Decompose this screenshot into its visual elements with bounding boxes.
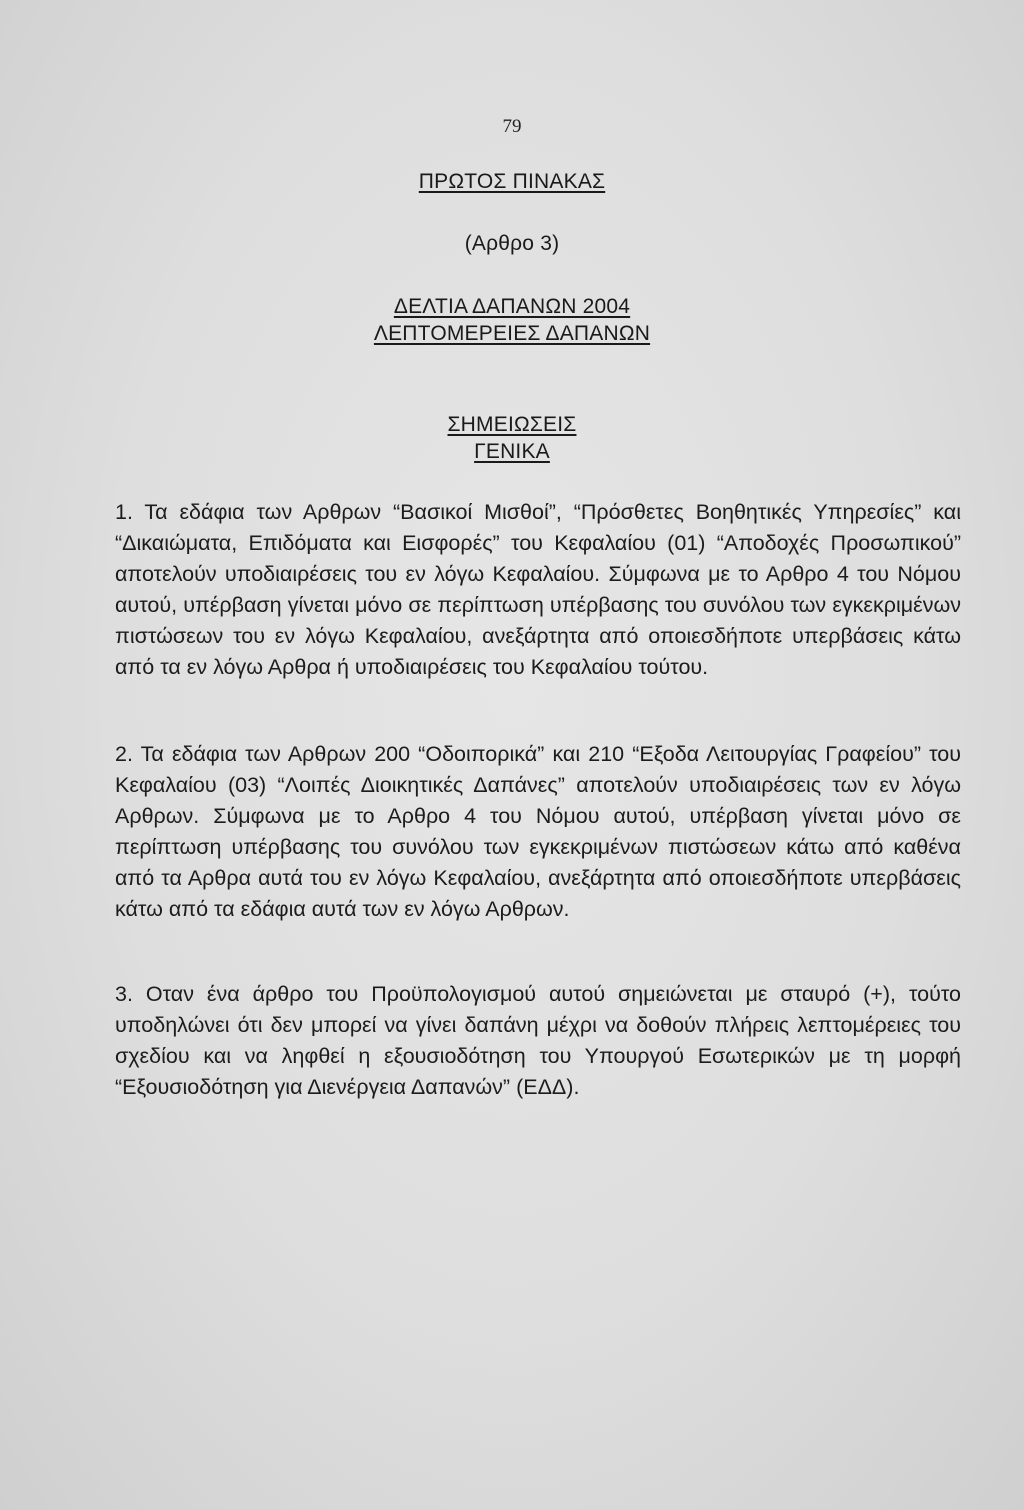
budget-title: [0, 295, 1024, 319]
notes-title: [0, 413, 1024, 437]
general-title: [0, 440, 1024, 464]
paragraph-2: 2. Τα εδάφια των Αρθρων 200 “Οδοιπορικά” και 210 “Εξοδα Λειτουργίας Γραφείου” του Κεφαλαίου (03) “Λοιπές Διοικητικές Δαπάνες” αποτελούν υποδιαιρέσεις των εν λόγω Αρθρων. Σύμφωνα με το Αρθρο 4 του Νόμου αυτού, υπέρβαση γίνεται μόνο σε περίπτωση υπέρβασης του συνόλου των εγκεκριμένων πιστώσεων κάτω από καθένα από τα Αρθρα αυτά του εν λόγω Κεφαλαίου, ανεξάρτητα από οποιεσδήποτε υπερβάσεις κάτω από τα εδάφια αυτά των εν λόγω Αρθρων.: [115, 742, 961, 921]
paragraph-1: 1. Τα εδάφια των Αρθρων “Βασικοί Μισθοί”, “Πρόσθετες Βοηθητικές Υπηρεσίες” και “Δικαιώματα, Επιδόματα και Εισφορές” του Κεφαλαίου (01) “Αποδοχές Προσωπικού” αποτελούν υποδιαιρέσεις του εν λόγω Κεφαλαίου. Σύμφωνα με το Αρθρο 4 του Νόμου αυτού, υπέρβαση γίνεται μόνο σε περίπτωση υπέρβασης του συνόλου των εγκεκριμένων πιστώσεων του εν λόγω Κεφαλαίου, ανεξάρτητα από οποιεσδήποτε υπερβάσεις κάτω από τα εν λόγω Αρθρα ή υποδιαιρέσεις του Κεφαλαίου τούτου.: [115, 500, 961, 679]
details-title-text: ΛΕΠΤΟΜΕΡΕΙΕΣ ΔΑΠΑΝΩΝ: [373, 322, 651, 345]
budget-title-text: ΔΕΛΤΙΑ ΔΑΠΑΝΩΝ 2004: [393, 295, 631, 318]
table-title-text: ΠΡΩΤΟΣ ΠΙΝΑΚΑΣ: [418, 170, 606, 193]
notes-title-text: ΣΗΜΕΙΩΣΕΙΣ: [447, 413, 577, 436]
page-number: 79: [502, 116, 522, 137]
article-reference: (Αρθρο 3): [464, 232, 560, 255]
paragraph-3: 3. Οταν ένα άρθρο του Προϋπολογισμού αυτού σημειώνεται με σταυρό (+), τούτο υποδηλώνει ότι δεν μπορεί να γίνει δαπάνη μέχρι να δοθούν πλήρεις λεπτομέρειες του σχεδίου και να ληφθεί η εξουσιοδότηση του Υπουργού Εσωτερικών με τη μορφή “Εξουσιοδότηση για Διενέργεια Δαπανών” (ΕΔΔ).: [115, 982, 961, 1099]
table-title: [0, 170, 1024, 194]
general-title-text: ΓΕΝΙΚΑ: [474, 440, 550, 463]
details-title: [0, 322, 1024, 346]
